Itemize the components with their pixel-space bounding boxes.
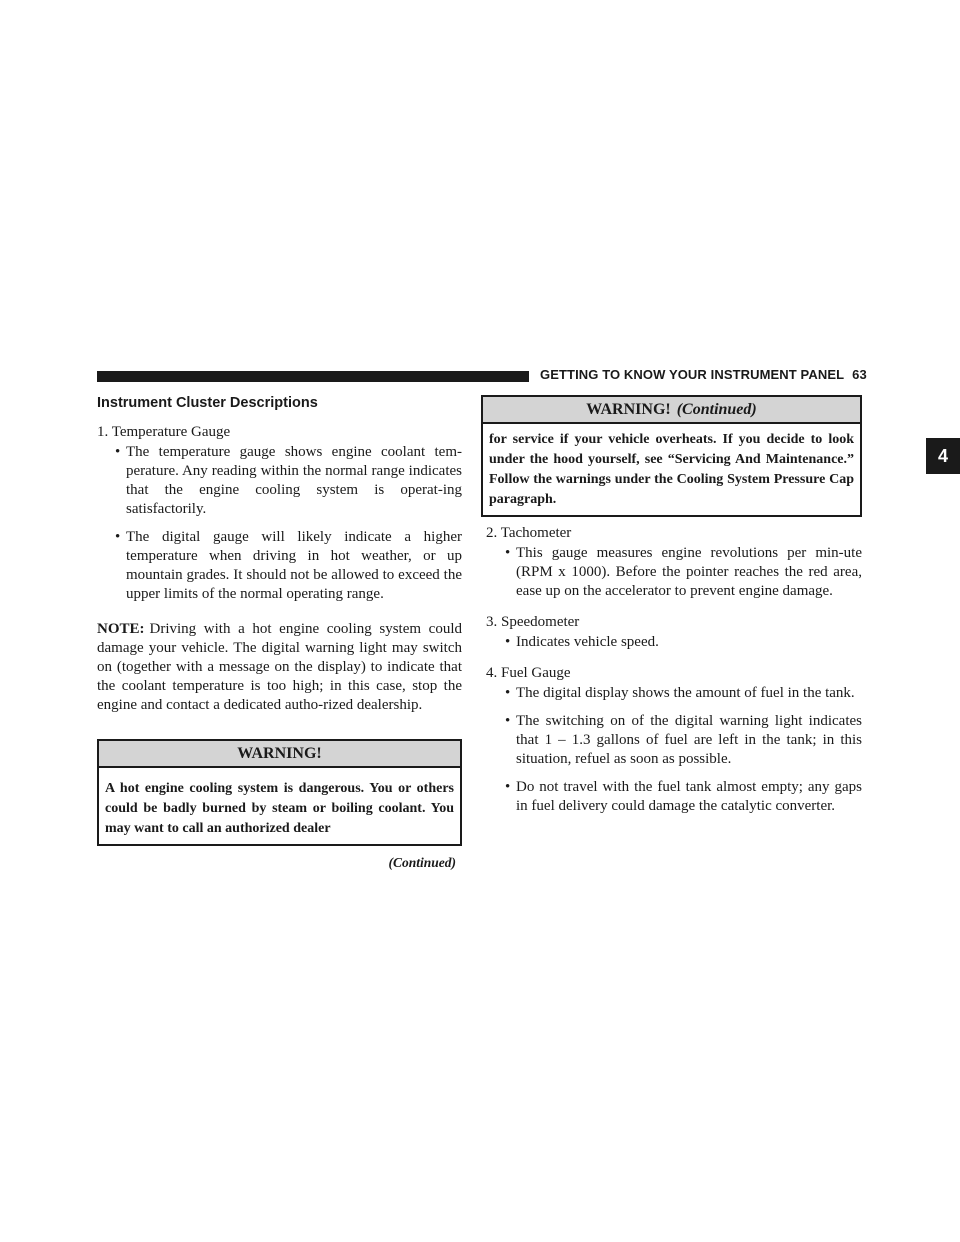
warning-title: WARNING! [99,741,460,768]
bullet-icon: • [505,713,511,729]
bullet-icon: • [505,779,511,795]
right-column [481,392,862,825]
chapter-tab: 4 [926,438,960,474]
warning-text: A hot engine cooling system is dangerous. You or others could be badly burned by steam or boiling coolant. You may want to call an authorized dealer [105,781,454,836]
warning-box-continued [481,395,862,517]
warning-title-continued: WARNING! (Continued) [483,397,860,424]
list-item: • Do not travel with the fuel tank almost empty; any gaps in fuel delivery could damage the catalytic converter. [505,779,862,814]
list-item: • This gauge measures engine revolutions per min-ute (RPM x 1000). Before the pointer reaches the red area, ease up on the accelerator to prevent engine damage. [505,545,862,599]
bullet-list [486,544,862,601]
running-header [540,367,867,382]
list-item: • The temperature gauge shows engine coolant tem-perature. Any reading within the normal range indicates that the engine cooling system is operat-ing satisfactorily. [115,444,462,517]
header-title: GETTING TO KNOW YOUR INSTRUMENT PANEL [540,367,845,382]
note-label: NOTE: [97,621,145,637]
list-item: • The digital gauge will likely indicate a higher temperature when driving in hot weather, or up mountain grades. It should not be allowed to exceed the upper limits of the normal operating range. [115,529,462,602]
note-text: Driving with a hot engine cooling system could damage your vehicle. The digital warning light may switch on (together with a message on the display) to indicate that the coolant temperature is too high; in this case, stop the engine and contact a dedicated autho-rized dealership. [97,621,462,713]
item-title-tachometer: 2. Tachometer [486,525,572,541]
note-paragraph [97,620,462,715]
list-item: • The digital display shows the amount of fuel in the tank. [505,685,855,701]
bullet-icon: • [505,634,511,650]
bullet-icon: • [115,444,121,460]
bullet-icon: • [505,685,511,701]
list-item: • The switching on of the digital warning light indicates that 1 – 1.3 gallons of fuel are left in the tank; in this situation, refuel as soon as possible. [505,713,862,767]
warning-text-continued: for service if your vehicle overheats. If you decide to look under the hood yourself, see “Servicing And Maintenance.” Follow the warnings under the Cooling System Pressure Cap paragraph. [489,432,854,507]
header-bar [97,371,529,382]
warning-box [97,739,462,846]
item-title-speedometer: 3. Speedometer [486,614,580,630]
list-item: • Indicates vehicle speed. [505,634,659,650]
bullet-icon: • [505,545,511,561]
item-title-fuel-gauge: 4. Fuel Gauge [486,665,571,681]
left-column [97,392,462,871]
page-number: 63 [852,367,867,382]
bullet-list [486,633,862,652]
item-title-temperature-gauge: 1. Temperature Gauge [97,424,231,440]
section-heading: Instrument Cluster Descriptions [97,395,318,411]
continued-label: (Continued) [388,855,456,870]
gauge-list [481,524,862,816]
bullet-icon: • [115,529,121,545]
bullet-list [97,443,462,604]
bullet-list [486,684,862,816]
